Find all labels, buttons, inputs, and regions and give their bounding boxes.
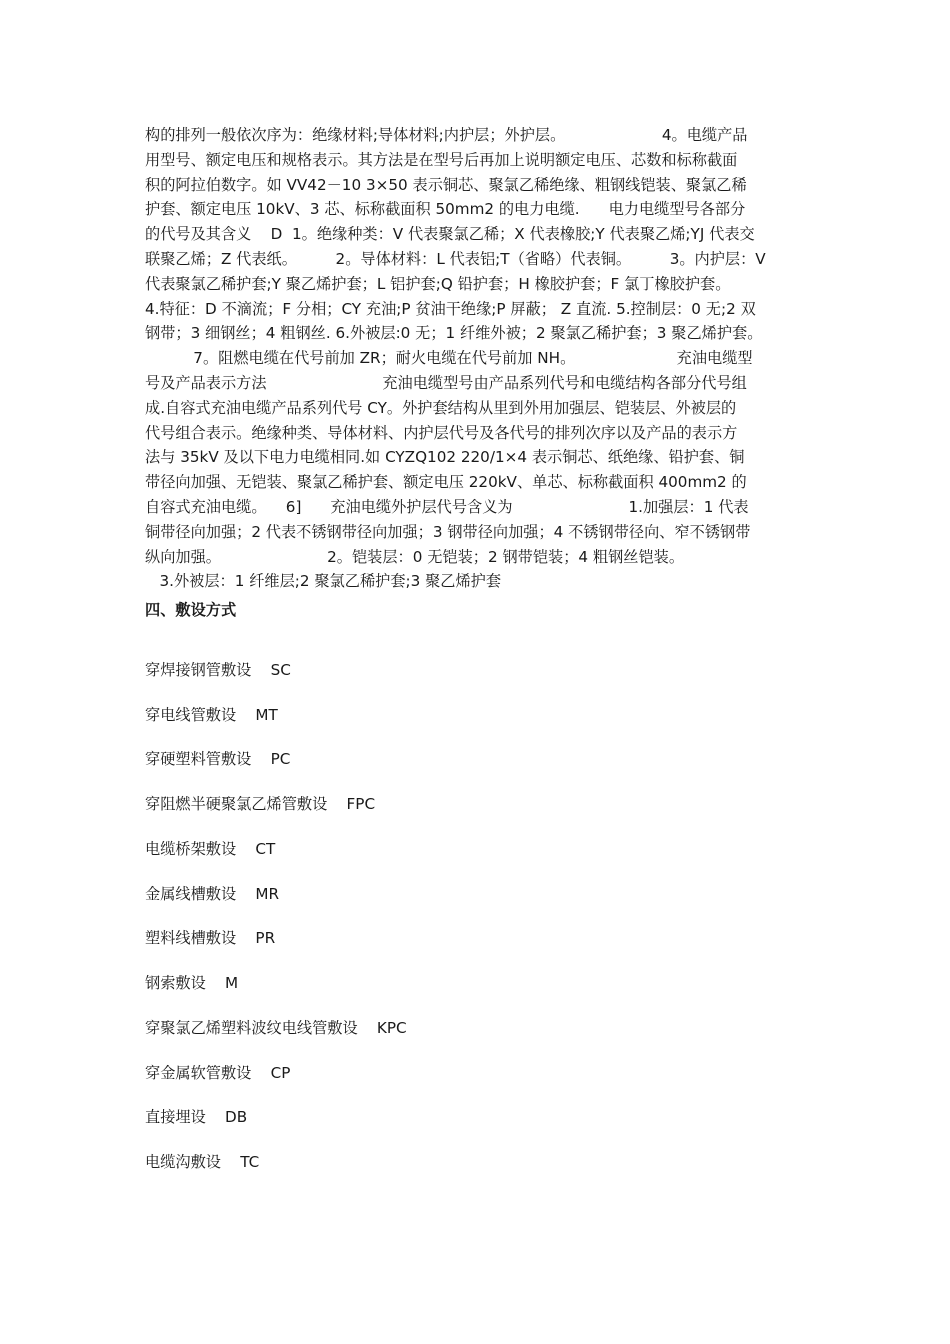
paragraph-line: 自容式充油电缆。 6] 充油电缆外护层代号含义为 1.加强层：1 代表: [145, 497, 749, 516]
paragraph-line: 铜带径向加强；2 代表不锈钢带径向加强；3 钢带径向加强；4 不锈钢带径向、窄不锈钢带: [145, 522, 751, 541]
paragraph-line: 护套、额定电压 10kV、3 芯、标称截面积 50mm2 的电力电缆. 电力电缆型号各部分: [145, 200, 746, 219]
laying-method-item: 金属线槽敷设 MR: [145, 885, 280, 903]
laying-method-item: 穿金属软管敷设 CP: [145, 1064, 291, 1082]
laying-method-item: 穿硬塑料管敷设 PC: [145, 750, 291, 768]
section-heading: 四、敷设方式: [145, 601, 237, 619]
paragraph-line: 的代号及其含义 D 1。绝缘种类：V 代表聚氯乙稀；X 代表橡胶;Y 代表聚乙烯;YJ 代表交: [145, 225, 755, 244]
laying-method-item: 塑料线槽敷设 PR: [145, 929, 276, 947]
paragraph-line: 代表聚氯乙稀护套;Y 聚乙烯护套；L 铝护套;Q 铅护套；H 橡胶护套；F 氯丁橡胶护套。: [145, 274, 731, 293]
paragraph-line: 用型号、额定电压和规格表示。其方法是在型号后再加上说明额定电压、芯数和标称截面: [145, 150, 738, 169]
paragraph-line: 联聚乙烯；Z 代表纸。 2。导体材料：L 代表铝;T（省略）代表铜。 3。内护层：V: [145, 249, 766, 268]
body-paragraph: [145, 123, 810, 594]
laying-method-item: 钢索敷设 M: [145, 974, 239, 992]
paragraph-line: 号及产品表示方法 充油电缆型号由产品系列代号和电缆结构各部分代号组: [145, 373, 747, 392]
paragraph-line: 4.特征：D 不滴流；F 分相；CY 充油;P 贫油干绝缘;P 屏蔽； Z 直流. 5.控制层：0 无;2 双: [145, 299, 756, 318]
paragraph-line: 3.外被层：1 纤维层;2 聚氯乙稀护套;3 聚乙烯护套: [145, 572, 502, 591]
paragraph-line: 钢带；3 细钢丝；4 粗钢丝. 6.外被层:0 无；1 纤维外被；2 聚氯乙稀护套；3 聚乙烯护套。: [145, 324, 763, 343]
paragraph-line: 积的阿拉伯数字。如 VV42－10 3×50 表示铜芯、聚氯乙稀绝缘、粗钢线铠装、聚氯乙稀: [145, 175, 747, 194]
laying-method-item: 穿阻燃半硬聚氯乙烯管敷设 FPC: [145, 795, 376, 813]
laying-method-item: 穿聚氯乙烯塑料波纹电线管敷设 KPC: [145, 1019, 407, 1037]
laying-method-item: 穿焊接钢管敷设 SC: [145, 661, 291, 679]
laying-method-item: 直接埋设 DB: [145, 1108, 248, 1126]
paragraph-line: 带径向加强、无铠装、聚氯乙稀护套、额定电压 220kV、单芯、标称截面积 400mm2 的: [145, 473, 747, 492]
laying-method-item: 电缆沟敷设 TC: [145, 1153, 260, 1171]
paragraph-line: 纵向加强。 2。铠装层：0 无铠装；2 钢带铠装；4 粗钢丝铠装。: [145, 547, 685, 566]
paragraph-line: 成.自容式充油电缆产品系列代号 CY。外护套结构从里到外用加强层、铠装层、外被层的: [145, 398, 737, 417]
paragraph-line: 法与 35kV 及以下电力电缆相同.如 CYZQ102 220/1×4 表示铜芯、纸绝缘、铅护套、铜: [145, 448, 745, 467]
paragraph-line: 代号组合表示。绝缘种类、导体材料、内护层代号及各代号的排列次序以及产品的表示方: [145, 423, 738, 442]
laying-method-item: 穿电线管敷设 MT: [145, 706, 278, 724]
paragraph-line: 构的排列一般依次序为：绝缘材料;导体材料;内护层；外护层。 4。电缆产品: [145, 126, 748, 144]
laying-method-item: 电缆桥架敷设 CT: [145, 840, 276, 858]
paragraph-line: 7。阻燃电缆在代号前加 ZR；耐火电缆在代号前加 NH。 充油电缆型: [145, 349, 753, 368]
